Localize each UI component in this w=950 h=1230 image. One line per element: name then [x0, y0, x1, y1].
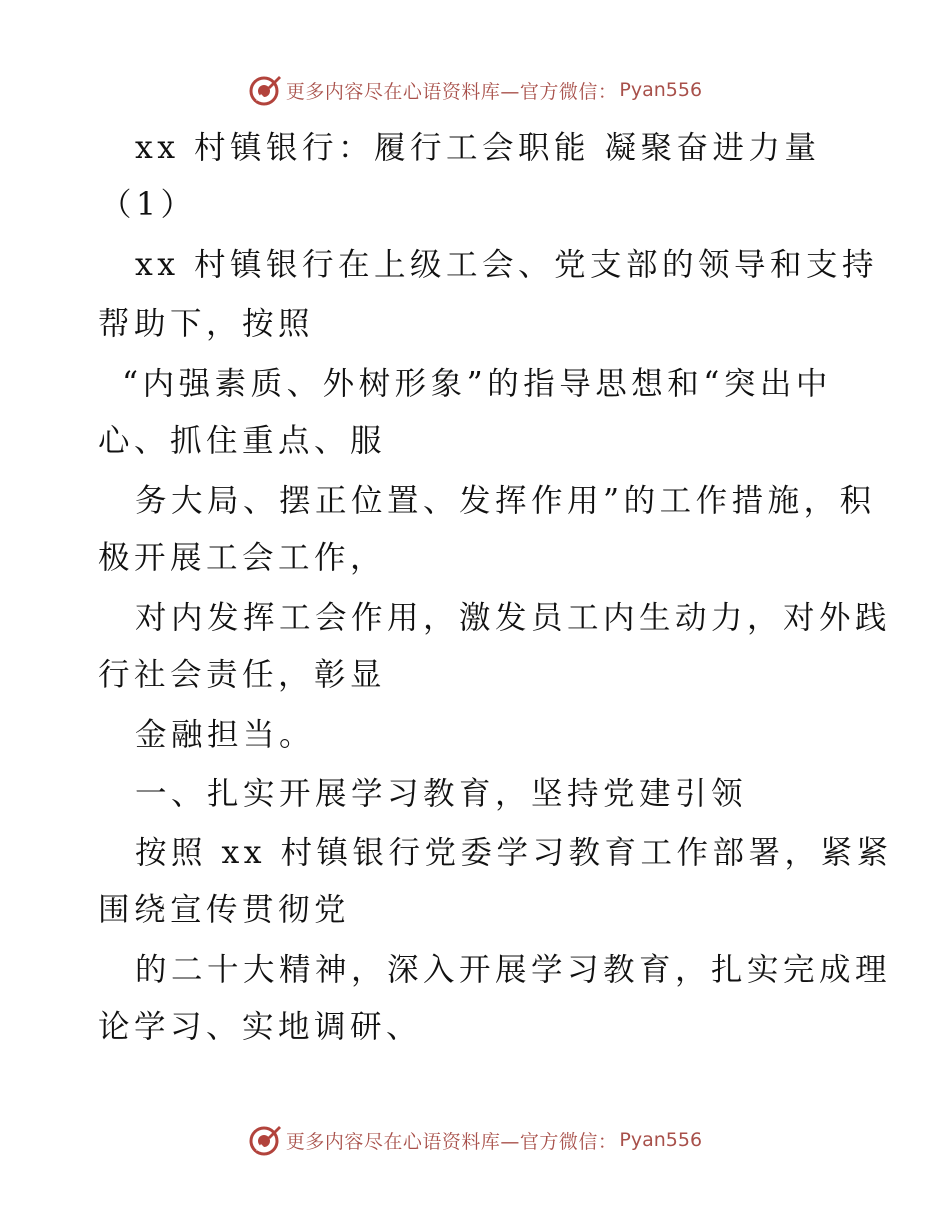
watermark-wechat-id: Pyan556 [619, 79, 703, 101]
paragraph-line: 帮助下，按照 [98, 306, 315, 342]
paragraph-line: 金融担当。 [135, 717, 316, 753]
paragraph-line: 对内发挥工会作用，激发员工内生动力，对外践 [135, 600, 892, 636]
document-title-line-1: xx 村镇银行：履行工会职能 凝聚奋进力量 [135, 130, 821, 166]
paragraph-line: xx 村镇银行在上级工会、党支部的领导和支持 [135, 247, 879, 283]
paragraph-line: 务大局、摆正位置、发挥作用”的工作措施，积 [135, 483, 876, 519]
paragraph-line: 按照 xx 村镇银行党委学习教育工作部署，紧紧 [135, 835, 893, 871]
watermark-wechat-id: Pyan556 [619, 1129, 703, 1151]
document-title-line-2: （1） [100, 187, 197, 223]
section-heading: 一、扎实开展学习教育，坚持党建引领 [135, 776, 748, 812]
watermark-text: 更多内容尽在心语资料库—官方微信： [285, 1130, 618, 1153]
paragraph-line: 行社会责任，彰显 [98, 657, 387, 693]
paragraph-line: 论学习、实地调研、 [98, 1009, 423, 1045]
paragraph-line: 的二十大精神，深入开展学习教育，扎实完成理 [135, 952, 892, 988]
paragraph-line: 围绕宣传贯彻党 [98, 892, 351, 928]
footer-watermark [0, 1120, 950, 1160]
watermark-text: 更多内容尽在心语资料库—官方微信： [285, 80, 618, 103]
paragraph-line: “内强素质、外树形象”的指导思想和“突出中 [122, 366, 832, 402]
pen-logo-icon [248, 1123, 282, 1157]
paragraph-line: 心、抓住重点、服 [98, 423, 387, 459]
paragraph-line: 极开展工会工作， [98, 540, 387, 576]
